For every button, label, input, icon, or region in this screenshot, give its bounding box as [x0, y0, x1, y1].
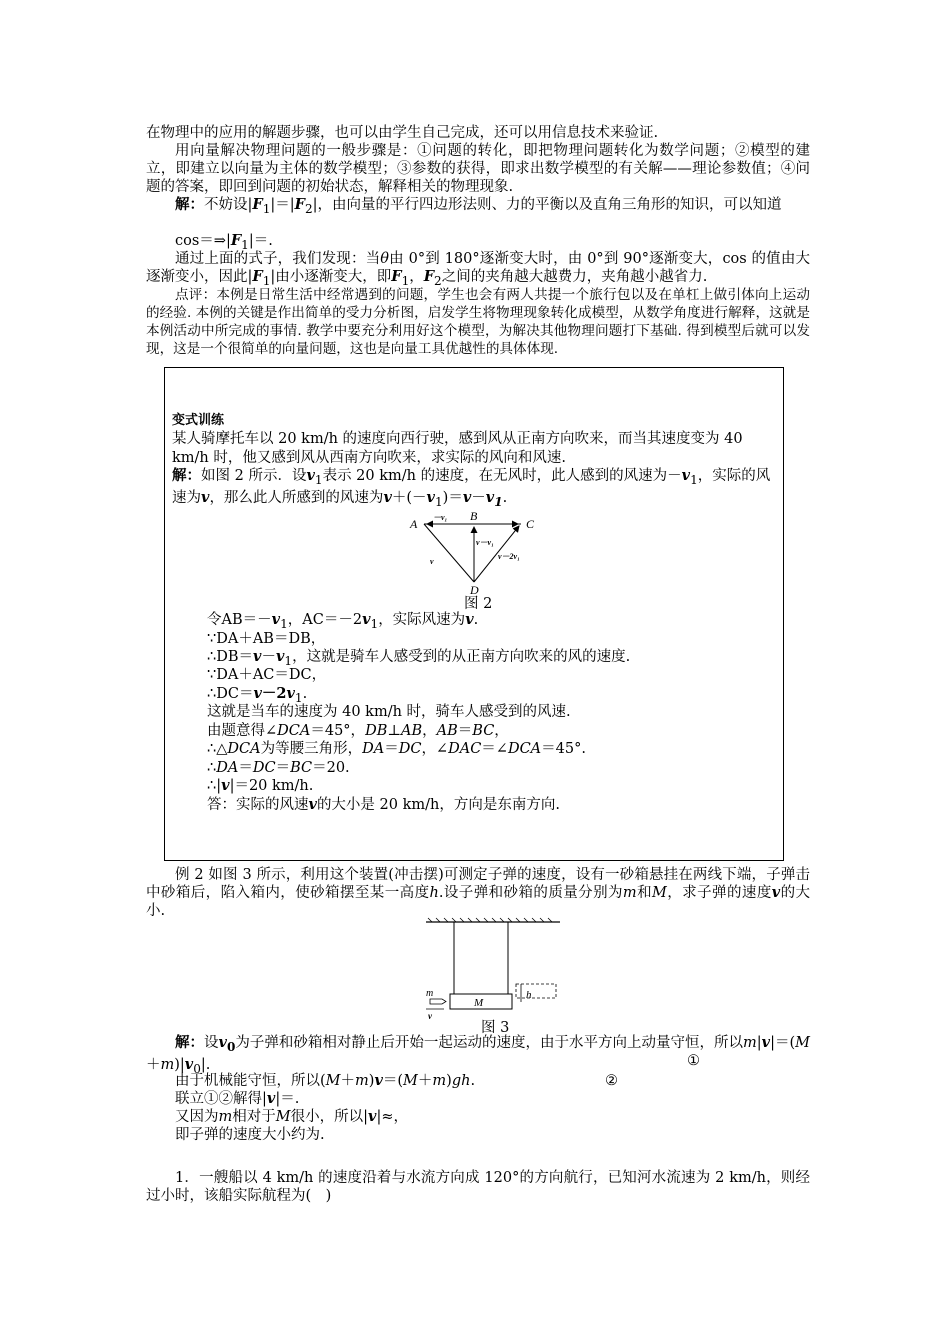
- sol1-text: |＝|: [270, 197, 295, 213]
- vec-v: v: [221, 777, 230, 794]
- text: M: [275, 1109, 291, 1125]
- box-line-7: [207, 722, 817, 741]
- text: DCA: [227, 741, 261, 757]
- vec-v: v: [465, 611, 474, 628]
- text: 令AB＝－: [207, 612, 272, 628]
- text: ＝45°.: [541, 741, 586, 757]
- text: ∴DC＝: [207, 686, 254, 702]
- solution-2-line-4: [146, 1108, 810, 1126]
- text: gh: [451, 1073, 471, 1089]
- text: 通过上面的式子，我们发现：当: [175, 251, 381, 267]
- sol1-text: |，由向量的平行四边形法则、力的平衡以及直角三角形的知识，可以知道: [312, 197, 782, 213]
- text: m: [218, 1109, 233, 1125]
- theta: θ: [380, 251, 390, 267]
- text: 这就是当车的速度为 40 km/h 时，骑车人感受到的风速.: [207, 704, 571, 720]
- text: 的大小.: [146, 885, 811, 919]
- vec-v: v: [286, 685, 295, 702]
- sol1-text: 不妨设|: [204, 197, 253, 213]
- solution-label: 解：: [175, 196, 204, 213]
- box-line-9: [207, 759, 817, 778]
- text: DC: [398, 741, 422, 757]
- text: 为子弹和砂箱相对静止后开始一起运动的速度，由于水平方向上动量守恒，所以: [235, 1035, 744, 1051]
- text: ∴△: [207, 741, 228, 757]
- bullet: [430, 999, 446, 1004]
- text: ): [368, 1073, 375, 1089]
- sub: 0: [193, 1061, 201, 1076]
- text: |＝(: [770, 1035, 796, 1051]
- text: DA: [216, 760, 239, 776]
- text: |由小逐渐变大，即: [270, 269, 392, 285]
- text: M: [652, 885, 667, 901]
- text: )|: [174, 1056, 185, 1073]
- vec-v: v: [253, 685, 262, 702]
- vec-v: v: [253, 648, 262, 665]
- text: ＋(－: [391, 490, 427, 507]
- text: h: [429, 885, 439, 901]
- text: |＝20 km/h.: [229, 778, 314, 794]
- text: |: [756, 1035, 762, 1051]
- label-c: C: [526, 517, 535, 531]
- box-line-6: [207, 703, 817, 722]
- text: ，: [409, 269, 424, 285]
- text: 由 0°到 180°逐渐变大时，由 0°到 90°逐渐变大，cos 的值由大逐渐变小，因此|: [146, 251, 810, 285]
- equation-mark-2: ②: [605, 1073, 618, 1089]
- vec-v: v: [306, 467, 315, 484]
- label-v: v: [428, 1011, 432, 1021]
- vec-v: v: [771, 884, 781, 901]
- label-v-minus-v1: v－v₁: [476, 538, 494, 547]
- para-steps: [146, 142, 810, 196]
- box-title: [172, 412, 782, 431]
- vec-v: v: [426, 489, 435, 507]
- vec-v: v: [218, 1034, 227, 1051]
- text: .: [302, 686, 308, 702]
- text: ＝: [384, 741, 399, 757]
- label-v-minus-2v1: v－2v₁: [498, 552, 520, 561]
- label-v: v: [430, 557, 434, 566]
- text: M: [325, 1073, 341, 1089]
- solution-2-line-5: [146, 1126, 810, 1144]
- equation-mark-1: ①: [687, 1053, 700, 1069]
- text: ∴: [207, 760, 217, 776]
- formula-text: cos＝⇒|: [175, 233, 231, 249]
- text: DCA: [507, 741, 542, 757]
- vec-v: v: [184, 1055, 194, 1073]
- text: 设: [204, 1035, 219, 1051]
- text: ＋: [146, 1056, 161, 1073]
- box-line-10: [207, 777, 817, 796]
- figure-3-caption: 图 3: [481, 1020, 510, 1036]
- text: ，: [422, 723, 437, 739]
- vec-v: v: [761, 1034, 771, 1051]
- text: .: [470, 1073, 476, 1089]
- para-discover: [146, 250, 810, 290]
- sub: 1: [434, 495, 443, 510]
- text: 答：实际的风速: [207, 797, 309, 813]
- text: 由于机械能守恒，所以(: [175, 1073, 326, 1089]
- text: ，实际风速为: [378, 612, 466, 628]
- sub: 1: [284, 653, 293, 668]
- solution-1: [146, 196, 810, 218]
- text: .: [502, 490, 508, 507]
- text: ⊥: [387, 723, 401, 739]
- text: 联立①②解得|: [175, 1091, 267, 1107]
- text: 又因为: [175, 1109, 219, 1125]
- text: M: [795, 1035, 811, 1051]
- solution-label: 解：: [172, 467, 201, 484]
- sub: 1: [280, 616, 288, 631]
- label-big-m: M: [474, 997, 484, 1009]
- formula-text: |＝.: [248, 233, 273, 249]
- vec-v: v: [308, 796, 317, 813]
- sandbox-raised: [516, 984, 556, 998]
- text: ，实际的风速为: [172, 468, 771, 507]
- vec-f: F: [391, 268, 402, 285]
- text: 例 2 如图 3 所示，利用这个装置(冲击摆)可测定子弹的速度，设有一砂箱悬挂在两线下端，子弹击中砂箱后，陷入箱内，使砂箱摆至某一高度: [146, 867, 810, 901]
- figure-2-vector-diagram: [400, 508, 550, 597]
- text: |＝.: [275, 1091, 300, 1107]
- box-line-8: [207, 740, 817, 759]
- figure-3-ballistic-pendulum: [418, 918, 568, 1021]
- vec-v: v: [362, 611, 371, 628]
- vec-v: v: [201, 489, 210, 507]
- box-title-text: 变式训练: [172, 413, 225, 428]
- vec-v: v: [275, 648, 285, 665]
- vec-v: v: [383, 489, 392, 507]
- para-top: [146, 124, 810, 142]
- vec-v: v: [374, 1072, 383, 1089]
- text: ＝20.: [312, 760, 350, 776]
- text: ＝: [238, 760, 253, 776]
- text: 表示 20 km/h 的速度，在无风时，此人感到的风速为－: [322, 468, 682, 484]
- vec-v: v: [485, 489, 495, 507]
- box-line-11: [207, 796, 817, 815]
- para-top-text: 在物理中的应用的解题步骤，也可以由学生自己完成，还可以用信息技术来验证.: [146, 125, 659, 141]
- text: ＝(: [382, 1073, 404, 1089]
- text: |≈，: [376, 1109, 408, 1125]
- text: ，: [494, 723, 509, 739]
- vec-f: F: [230, 232, 242, 249]
- vec-v: v: [681, 467, 691, 484]
- sub: 1: [262, 201, 271, 216]
- text: ，那么此人所感到的风速为: [209, 490, 384, 507]
- sub: 1: [314, 472, 323, 487]
- text: 为等腰三角形，: [260, 741, 363, 757]
- text: BC: [290, 760, 313, 776]
- vec-f: F: [423, 268, 435, 285]
- text: ，这就是骑车人感受到的从正南方向吹来的风的速度.: [292, 649, 631, 665]
- text: －: [261, 649, 276, 665]
- solution-2-line-3: [146, 1090, 810, 1108]
- text: 和: [636, 885, 653, 901]
- label-m: m: [426, 988, 434, 999]
- text: DB: [365, 723, 388, 739]
- text: ，求子弹的速度: [666, 885, 772, 901]
- text: 的大小是 20 km/h，方向是东南方向.: [316, 797, 560, 813]
- solution-2-line-2: [146, 1072, 810, 1090]
- sub: 1: [241, 237, 249, 252]
- question-1: [146, 1169, 810, 1205]
- text: ，∠: [421, 741, 449, 757]
- text: M: [403, 1073, 418, 1089]
- label-a: A: [410, 517, 418, 531]
- text: BC: [472, 723, 495, 739]
- vec-f: F: [252, 268, 263, 285]
- sub: 1: [494, 495, 503, 510]
- solution-label: 解：: [175, 1034, 205, 1051]
- example-2: [146, 866, 810, 920]
- text: 相对于: [232, 1109, 276, 1125]
- text: m: [622, 885, 637, 901]
- text: ∴DB＝: [207, 649, 254, 665]
- text: 如图 2 所示．设: [201, 468, 307, 484]
- segment-da: [424, 524, 474, 582]
- text: ，AC＝－2: [287, 612, 363, 628]
- comment-text: 点评：本例是日常生活中经常遇到的问题，学生也会有两人共提一个旅行包以及在单杠上做引体向上运动的经验. 本例的关键是作出简单的受力分析图，启发学生将物理现象转化成模型，从数学角度进行解释，这就是本例活动中所完成的事情. 教学中要充分利用好这个模型，为解决其他物理问题打下基础. 得到模型后就可以发现，这是一个很简单的向量问题，这也是向量工具优越性的具体体现.: [146, 287, 810, 357]
- text: DAC: [448, 741, 482, 757]
- text: －2: [261, 685, 287, 702]
- text: ∴|: [207, 778, 222, 794]
- vec-f: F: [294, 196, 305, 213]
- sub: 2: [304, 201, 313, 216]
- text: DC: [252, 760, 276, 776]
- sub: 1: [262, 273, 271, 288]
- text: ＋: [417, 1073, 433, 1089]
- vec-v: v: [266, 1090, 276, 1107]
- text: ＝: [275, 760, 291, 776]
- vec-v: v: [462, 489, 472, 507]
- text: ∵DA＋AB＝DB，: [207, 631, 326, 647]
- box-solution: [172, 467, 782, 512]
- text: m: [160, 1056, 175, 1073]
- text: |.: [200, 1056, 211, 1073]
- sub: 2: [434, 273, 442, 288]
- text: AB: [400, 723, 423, 739]
- text: m: [743, 1035, 757, 1051]
- sub: 1: [370, 616, 379, 631]
- text: DA: [362, 741, 385, 757]
- text: AB: [436, 723, 458, 739]
- label-d: D: [470, 583, 479, 597]
- text: .设子弹和砂箱的质量分别为: [438, 885, 623, 901]
- sub: 1: [401, 273, 410, 288]
- sub: 1: [294, 690, 303, 705]
- vec-f: F: [252, 196, 263, 213]
- box-line-4: [207, 666, 817, 685]
- vec-v: v: [368, 1108, 377, 1125]
- figure-2-caption: 图 2: [464, 596, 493, 612]
- text: ): [446, 1073, 452, 1089]
- text: ＝∠: [481, 741, 508, 757]
- label-h: h: [526, 989, 532, 1001]
- text: ＋: [340, 1073, 356, 1089]
- text: ＝45°，: [310, 723, 366, 739]
- text: ∵DA＋AC＝DC，: [207, 667, 327, 683]
- sub: 0: [226, 1039, 236, 1054]
- box-problem: [172, 430, 782, 467]
- label-neg-v1: －v₁: [433, 513, 448, 522]
- text: ＝: [457, 723, 473, 739]
- text: m: [432, 1073, 447, 1089]
- box-problem-text: 某人骑摩托车以 20 km/h 的速度向西行驶，感到风从正南方向吹来，而当其速度变为 40 km/h 时，他又感到风从西南方向吹来，求实际的风向和风速.: [172, 431, 743, 466]
- text: 即子弹的速度大小约为.: [175, 1127, 325, 1143]
- text: 很小，所以|: [290, 1109, 368, 1125]
- sub: 1: [690, 472, 698, 487]
- vec-v: v: [271, 611, 281, 628]
- text: DCA: [277, 723, 311, 739]
- label-b: B: [470, 509, 478, 523]
- box-line-2: [207, 630, 817, 649]
- text: )＝: [442, 490, 463, 507]
- question-1-text: 1．一艘船以 4 km/h 的速度沿着与水流方向成 120°的方向航行，已知河水流速为 2 km/h，则经过小时，该船实际航程为( ): [146, 1170, 810, 1204]
- comment: [146, 286, 810, 358]
- text: －: [471, 490, 486, 507]
- text: 之间的夹角越大越费力，夹角越小越省力.: [441, 269, 708, 285]
- text: 由题意得∠: [207, 723, 278, 739]
- text: m: [355, 1073, 369, 1089]
- text: .: [473, 612, 479, 628]
- para-steps-text: 用向量解决物理问题的一般步骤是：①问题的转化，即把物理问题转化为数学问题；②模型的建立，即建立以向量为主体的数学模型；③参数的获得，即求出数学模型的有关解——理论参数值；④问题的答案，即回到问题的初始状态，解释相关的物理现象.: [146, 143, 810, 195]
